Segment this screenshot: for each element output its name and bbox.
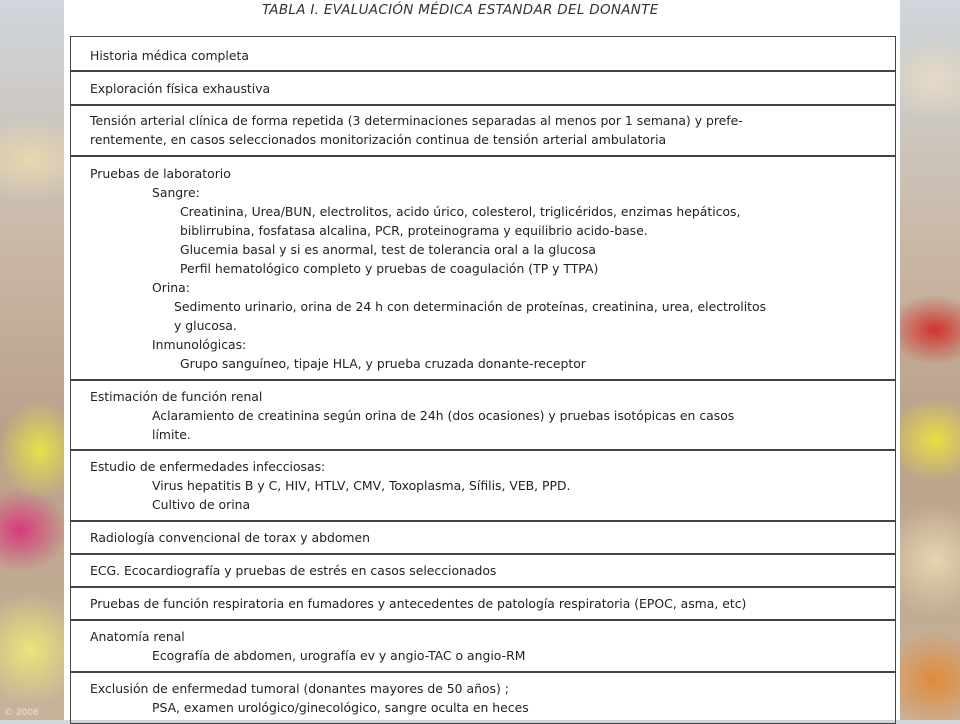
row-text: Aclaramiento de creatinina según orina de 24h (dos ocasiones) y pruebas isotópicas en casos xyxy=(152,408,735,423)
row-text: Tensión arterial clínica de forma repetida (3 determinaciones separadas al menos por 1 semana) y prefe- xyxy=(90,113,743,128)
subsection-heading: Orina: xyxy=(152,280,190,295)
row-text: rentemente, en casos seleccionados monitorización continua de tensión arterial ambulatoria xyxy=(90,132,667,147)
evaluation-table xyxy=(70,36,896,724)
table-row-funcion-renal xyxy=(70,380,896,450)
section-heading: Anatomía renal xyxy=(90,629,185,644)
table-row-infecciosas xyxy=(70,450,896,521)
table-row-historia xyxy=(70,37,896,71)
table-row-radiologia xyxy=(70,521,896,554)
section-heading: Exclusión de enfermedad tumoral (donantes mayores de 50 años) ; xyxy=(90,681,509,696)
table-row-exploracion xyxy=(70,71,896,105)
table-row-respiratoria xyxy=(70,587,896,620)
row-text: ECG. Ecocardiografía y pruebas de estrés en casos seleccionados xyxy=(90,563,497,578)
section-heading: Estudio de enfermedades infecciosas: xyxy=(90,459,326,474)
section-heading: Pruebas de laboratorio xyxy=(90,166,231,181)
copyright-watermark: © 2006 xyxy=(4,708,39,718)
row-text: límite. xyxy=(152,427,191,442)
row-text: PSA, examen urológico/ginecológico, sangre oculta en heces xyxy=(152,700,529,715)
row-text: Virus hepatitis B y C, HIV, HTLV, CMV, Toxoplasma, Sífilis, VEB, PPD. xyxy=(152,478,571,493)
row-text: Exploración física exhaustiva xyxy=(90,81,271,96)
row-text: Creatinina, Urea/BUN, electrolitos, acido úrico, colesterol, triglicéridos, enzimas hepáticos, xyxy=(180,204,741,219)
row-text: biblirrubina, fosfatasa alcalina, PCR, proteinograma y equilibrio acido-base. xyxy=(180,223,648,238)
row-text: Historia médica completa xyxy=(90,48,249,63)
table-row-anatomia xyxy=(70,620,896,672)
table-title: TABLA I. EVALUACIÓN MÉDICA ESTANDAR DEL DONANTE xyxy=(262,2,659,18)
table-row-tumoral xyxy=(70,672,896,724)
row-text: Ecografía de abdomen, urografía ev y angio-TAC o angio-RM xyxy=(152,648,526,663)
row-text: Radiología convencional de torax y abdomen xyxy=(90,530,370,545)
document-page xyxy=(64,0,900,720)
row-text: y glucosa. xyxy=(174,318,237,333)
row-text: Perfil hematológico completo y pruebas de coagulación (TP y TTPA) xyxy=(180,261,599,276)
table-row-tension xyxy=(70,105,896,156)
row-text: Pruebas de función respiratoria en fumadores y antecedentes de patología respiratoria (EPOC, asma, etc) xyxy=(90,596,747,611)
table-row-ecg xyxy=(70,554,896,587)
subsection-heading: Inmunológicas: xyxy=(152,337,247,352)
table-row-laboratorio xyxy=(70,156,896,380)
row-text: Cultivo de orina xyxy=(152,497,251,512)
row-text: Glucemia basal y si es anormal, test de tolerancia oral a la glucosa xyxy=(180,242,597,257)
row-text: Grupo sanguíneo, tipaje HLA, y prueba cruzada donante-receptor xyxy=(180,356,586,371)
row-text: Sedimento urinario, orina de 24 h con determinación de proteínas, creatinina, urea, electrolitos xyxy=(174,299,767,314)
subsection-heading: Sangre: xyxy=(152,185,200,200)
section-heading: Estimación de función renal xyxy=(90,389,263,404)
